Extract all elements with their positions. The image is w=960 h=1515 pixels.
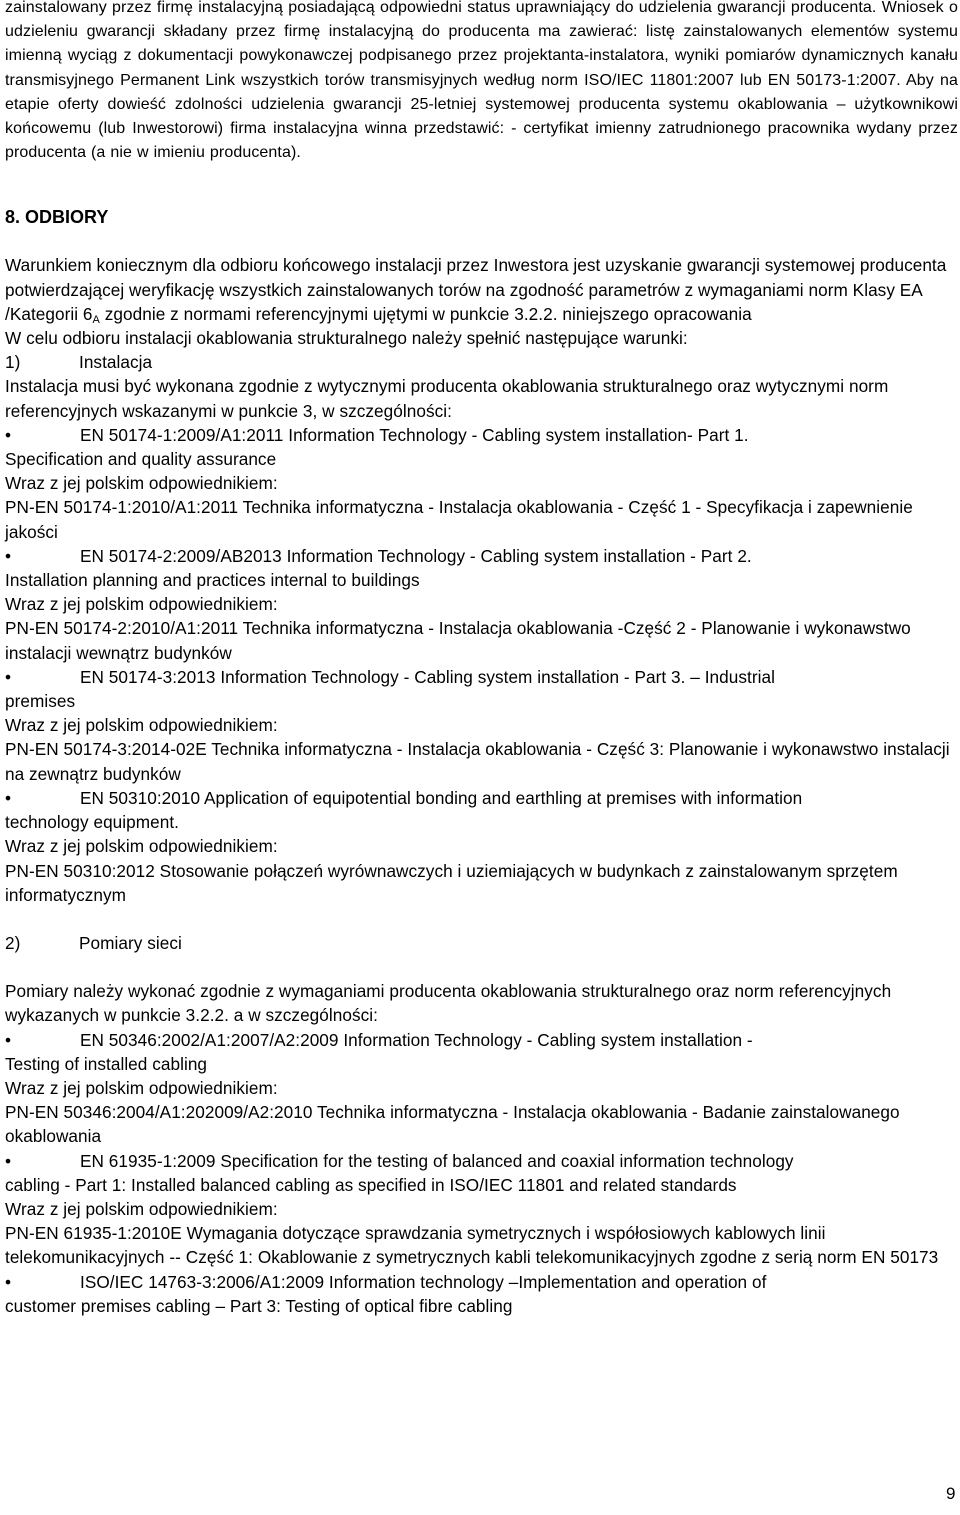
measurements-heading: 2) Pomiary sieci: [5, 932, 182, 953]
bullet-icon: •: [5, 666, 12, 687]
polish-standard: PN-EN 50346:2004/A1:202009/A2:2010 Technika informatyczna - Instalacja okablowania - Badanie zainstalowanego okablowania: [5, 1102, 900, 1147]
standard-item: • ISO/IEC 14763-3:2006/A1:2009 Information technology –Implementation and operation of: [5, 1270, 958, 1294]
equivalent-label: Wraz z jej polskim odpowiednikiem:: [5, 594, 278, 615]
standard-item: • EN 61935-1:2009 Specification for the testing of balanced and coaxial information technology: [5, 1149, 958, 1173]
warranty-paragraph: zainstalowany przez firmę instalacyjną posiadającą odpowiedni status uprawniający do udzielenia gwarancji producenta. Wniosek o udzieleniu gwarancji składany przez firmę instalacyjną do producenta ma zawierać: listę zainstalowanych elementów systemu imienną wyciąg z dokumentacji powykonawczej podpisanego przez projektanta-instalatora, wyniki pomiarów dynamicznych kanału transmisyjnego Permanent Link wszystkich torów transmisyjnych według norm ISO/IEC 11801:2007 lub EN 50173-1:2007. Aby na etapie oferty dowieść zdolności udzielenia gwarancji 25-letniej systemowej producenta systemu okablowania – użytkownikowi końcowemu (lub Inwestorowi) firma instalacyjna winna przedstawić: - certyfikat imienny zatrudnionego pracownika wydany przez producenta (a nie w imieniu producenta).: [5, 0, 958, 162]
equivalent-label: Wraz z jej polskim odpowiednikiem:: [5, 1198, 278, 1219]
standard-item: • EN 50310:2010 Application of equipotential bonding and earthling at premises with information: [5, 786, 958, 810]
standard-continuation: Testing of installed cabling: [5, 1053, 208, 1074]
standard-continuation: Specification and quality assurance: [5, 449, 277, 470]
standard-item: • EN 50174-1:2009/A1:2011 Information Technology - Cabling system installation- Part 1.: [5, 423, 958, 447]
polish-standard: PN-EN 50310:2012 Stosowanie połączeń wyrównawczych i uziemiających w budynkach z zainstalowanym sprzętem informatycznym: [5, 860, 898, 905]
installation-intro: Instalacja musi być wykonana zgodnie z wytycznymi producenta okablowania strukturalnego oraz wytycznymi norm referencyjnych wskazanymi w punkcie 3, w szczególności:: [5, 376, 889, 421]
page-number: 9: [946, 1484, 956, 1503]
standard-continuation: premises: [5, 691, 76, 712]
standard-continuation: customer premises cabling – Part 3: Testing of optical fibre cabling: [5, 1295, 513, 1316]
standard-item: • EN 50346:2002/A1:2007/A2:2009 Information Technology - Cabling system installation -: [5, 1028, 958, 1052]
acceptance-purpose: W celu odbioru instalacji okablowania strukturalnego należy spełnić następujące warunki:: [5, 328, 688, 349]
equivalent-label: Wraz z jej polskim odpowiednikiem:: [5, 836, 278, 857]
polish-standard: PN-EN 61935-1:2010E Wymagania dotyczące sprawdzania symetrycznych i współosiowych kablowych linii telekomunikacyjnych -- Część 1: Okablowanie z symetrycznych kabli telekomunikacyjnych zgodne z serią norm EN 50173: [5, 1223, 939, 1268]
measurements-intro: Pomiary należy wykonać zgodnie z wymaganiami producenta okablowania strukturalnego oraz norm referencyjnych wykazanych w punkcie 3.2.2. a w szczególności:: [5, 981, 892, 1026]
installation-heading: 1) Instalacja: [5, 352, 153, 373]
polish-standard: PN-EN 50174-2:2010/A1:2011 Technika informatyczna - Instalacja okablowania -Część 2 - Planowanie i wykonawstwo instalacji wewnątrz budynków: [5, 618, 911, 663]
bullet-icon: •: [5, 1271, 12, 1292]
standard-continuation: Installation planning and practices internal to buildings: [5, 570, 420, 591]
bullet-icon: •: [5, 545, 12, 566]
section-heading: 8. ODBIORY: [5, 207, 109, 228]
standard-continuation: technology equipment.: [5, 812, 179, 833]
polish-standard: PN-EN 50174-3:2014-02E Technika informatyczna - Instalacja okablowania - Część 3: Planowanie i wykonawstwo instalacji na zewnątrz budynków: [5, 739, 950, 784]
section-body: [5, 253, 958, 1318]
bullet-icon: •: [5, 1150, 12, 1171]
polish-standard: PN-EN 50174-1:2010/A1:2011 Technika informatyczna - Instalacja okablowania - Część 1 - Specyfikacja i zapewnienie jakości: [5, 497, 913, 542]
equivalent-label: Wraz z jej polskim odpowiednikiem:: [5, 473, 278, 494]
document-page: [5, 0, 958, 1318]
standard-item: • EN 50174-2:2009/AB2013 Information Technology - Cabling system installation - Part 2.: [5, 544, 958, 568]
standard-item: • EN 50174-3:2013 Information Technology - Cabling system installation - Part 3. – Industrial: [5, 665, 958, 689]
bullet-icon: •: [5, 424, 12, 445]
standard-continuation: cabling - Part 1: Installed balanced cabling as specified in ISO/IEC 11801 and related standards: [5, 1174, 737, 1195]
bullet-icon: •: [5, 787, 12, 808]
equivalent-label: Wraz z jej polskim odpowiednikiem:: [5, 715, 278, 736]
equivalent-label: Wraz z jej polskim odpowiednikiem:: [5, 1077, 278, 1098]
acceptance-condition: Warunkiem koniecznym dla odbioru końcowego instalacji przez Inwestora jest uzyskanie gwarancji systemowej producenta potwierdzającej weryfikację wszystkich zainstalowanych torów na zgodność parametrów z wymaganiami norm Klasy EA /Kategorii $6_A$ zgodnie z normami referencyjnymi ujętymi w punkcie 3.2.2. niniejszego opracowania: [5, 255, 947, 326]
bullet-icon: •: [5, 1029, 12, 1050]
